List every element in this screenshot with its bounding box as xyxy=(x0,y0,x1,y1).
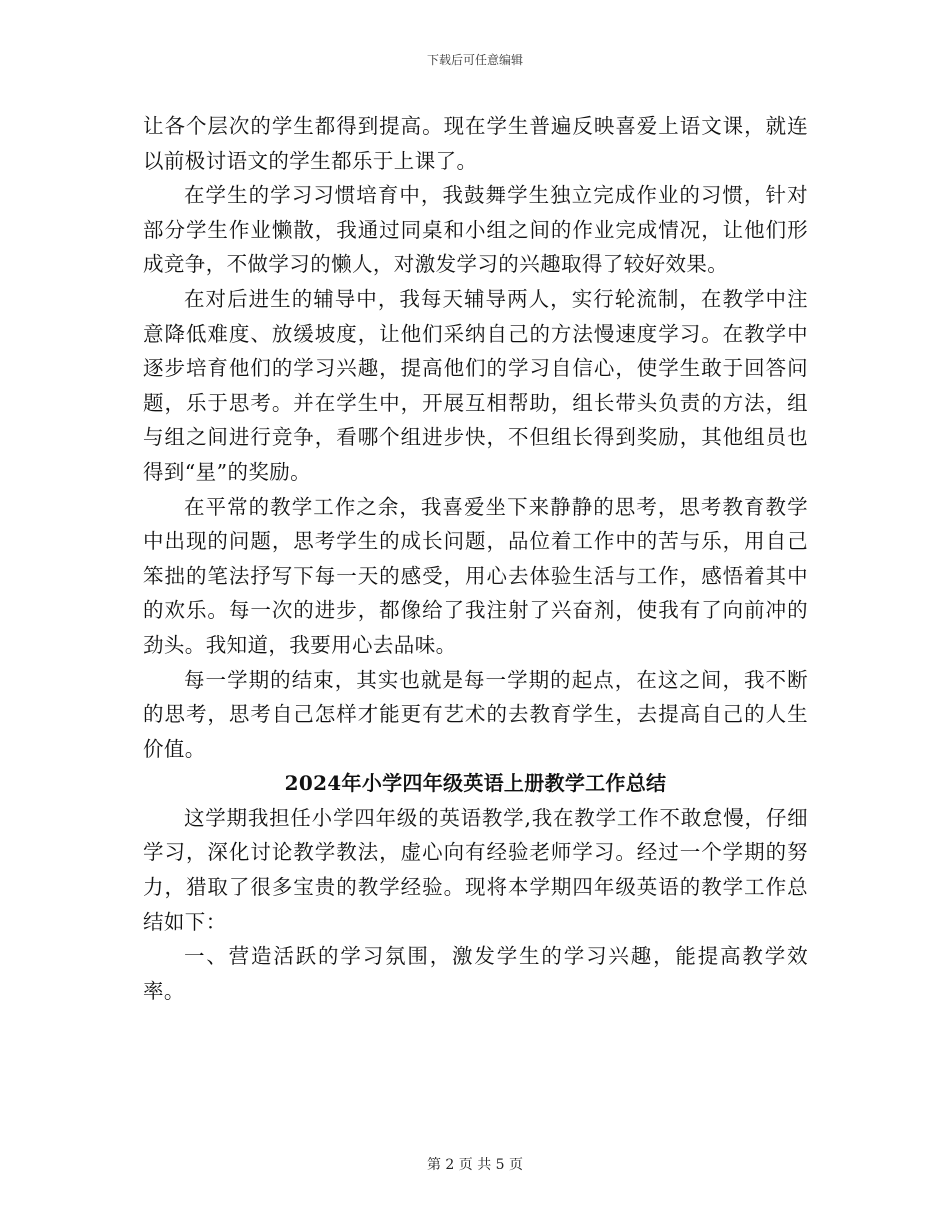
paragraph-reflection: 在平常的教学工作之余，我喜爱坐下来静静的思考，思考教育教学中出现的问题，思考学生的成长问题，品位着工作中的苦与乐，用自己笨拙的笔法抒写下每一天的感受，用心去体验生活与工作，感悟着其中的欢乐。每一次的进步，都像给了我注射了兴奋剂，使我有了向前冲的劲头。我知道，我要用心去品味。 xyxy=(143,494,808,657)
paragraph-english-intro: 这学期我担任小学四年级的英语教学,我在教学工作不敢怠慢，仔细学习，深化讨论教学教法，虚心向有经验老师学习。经过一个学期的努力，猎取了很多宝贵的教学经验。现将本学期四年级英语的教学工作总结如下： xyxy=(143,805,808,934)
section-title: 2024年小学四年级英语上册教学工作总结 xyxy=(284,771,667,796)
document-body xyxy=(143,109,808,1008)
page-number: 第 2 页 共 5 页 xyxy=(426,1157,524,1173)
page-header: 下载后可任意编辑 xyxy=(426,53,523,67)
paragraph-semester-end: 每一学期的结束，其实也就是每一学期的起点，在这之间，我不断的思考，思考自己怎样才能更有艺术的去教育学生，去提高自己的人生价值。 xyxy=(143,667,808,761)
paragraph-continued: 让各个层次的学生都得到提高。现在学生普遍反映喜爱上语文课，就连以前极讨语文的学生都乐于上课了。 xyxy=(143,114,808,173)
paragraph-study-habits: 在学生的学习习惯培育中，我鼓舞学生独立完成作业的习惯，针对部分学生作业懒散，我通过同桌和小组之间的作业完成情况，让他们形成竞争，不做学习的懒人，对激发学习的兴趣取得了较好效果。 xyxy=(143,183,808,277)
paragraph-tutoring: 在对后进生的辅导中，我每天辅导两人，实行轮流制，在教学中注意降低难度、放缓坡度，让他们采纳自己的方法慢速度学习。在教学中逐步培育他们的学习兴趣，提高他们的学习自信心，使学生敢于回答问题，乐于思考。并在学生中，开展互相帮助，组长带头负责的方法，组与组之间进行竞争，看哪个组进步快，不但组长得到奖励，其他组员也得到“星”的奖励。 xyxy=(143,286,808,484)
paragraph-point-one: 一、营造活跃的学习氛围，激发学生的学习兴趣，能提高教学效率。 xyxy=(143,944,808,1003)
